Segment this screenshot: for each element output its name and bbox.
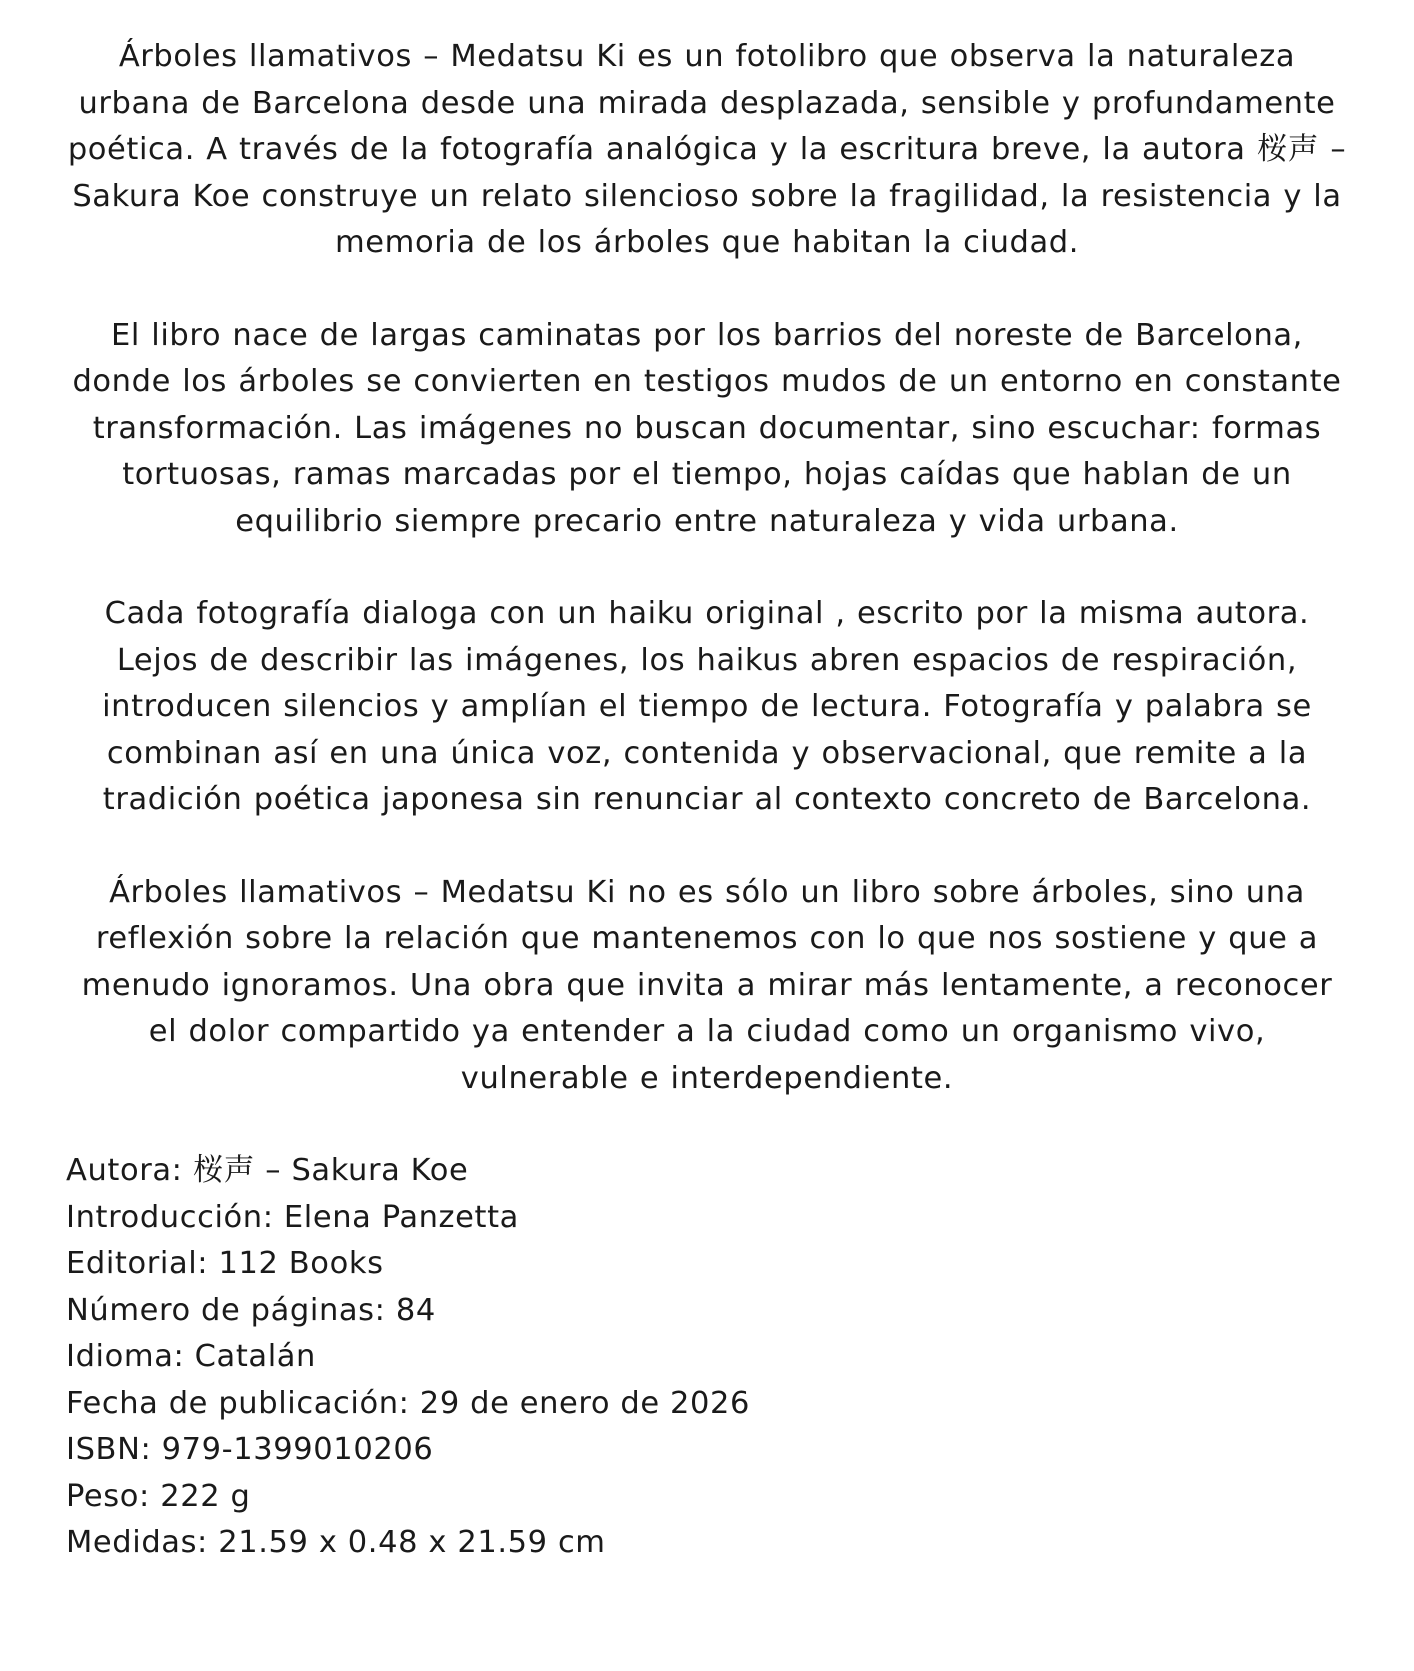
spec-dimensions: Medidas: 21.59 x 0.48 x 21.59 cm — [66, 1525, 606, 1560]
description-paragraph-intro: Árboles llamativos – Medatsu Ki es un fotolibro que observa la naturaleza urbana de Barcelona desde una mirada desplazada, sensible y profundamente poética. A través de la fotografía analógica y la escritura breve, la autora 桜声 – Sakura Koe construye un relato silencioso sobre la fragilidad, la resistencia y la memoria de los árboles que habitan la ciudad. — [67, 39, 1347, 260]
spec-publisher: Editorial: 112 Books — [66, 1246, 384, 1281]
description-paragraph-origin: El libro nace de largas caminatas por los barrios del noreste de Barcelona, donde los árboles se convierten en testigos mudos de un entorno en constante transformación. Las imágenes no buscan documentar, sino escuchar: formas tortuosas, ramas marcadas por el tiempo, hojas caídas que hablan de un equilibrio siempre precario entre naturaleza y vida urbana. — [72, 317, 1342, 539]
book-description-page — [66, 34, 1348, 1567]
spec-introduction: Introducción: Elena Panzetta — [66, 1199, 519, 1235]
description-paragraph-haiku: Cada fotografía dialoga con un haiku original , escrito por la misma autora. Lejos de describir las imágenes, los haikus abren espacios de respiración, introducen silencios y amplían el tiempo de lectura. Fotografía y palabra se combinan así en una única voz, contenida y observacional, que remite a la tradición poética japonesa sin renunciar al contexto concreto de Barcelona. — [102, 596, 1312, 817]
spec-publication-date: Fecha de publicación: 29 de enero de 2026 — [66, 1385, 751, 1421]
spec-language: Idioma: Catalán — [66, 1339, 316, 1374]
description-paragraph-reflection: Árboles llamativos – Medatsu Ki no es sólo un libro sobre árboles, sino una reflexión sobre la relación que mantenemos con lo que nos sostiene y que a menudo ignoramos. Una obra que invita a mirar más lentamente, a reconocer el dolor compartido ya entender a la ciudad como un organismo vivo, vulnerable e interdependiente. — [81, 874, 1333, 1096]
spec-isbn: ISBN: 979-1399010206 — [66, 1432, 434, 1467]
book-specs-list — [66, 1148, 1348, 1567]
spec-author: Autora: 桜声 – Sakura Koe — [66, 1153, 469, 1188]
spec-weight: Peso: 222 g — [66, 1478, 251, 1514]
spec-pages: Número de páginas: 84 — [66, 1292, 436, 1328]
